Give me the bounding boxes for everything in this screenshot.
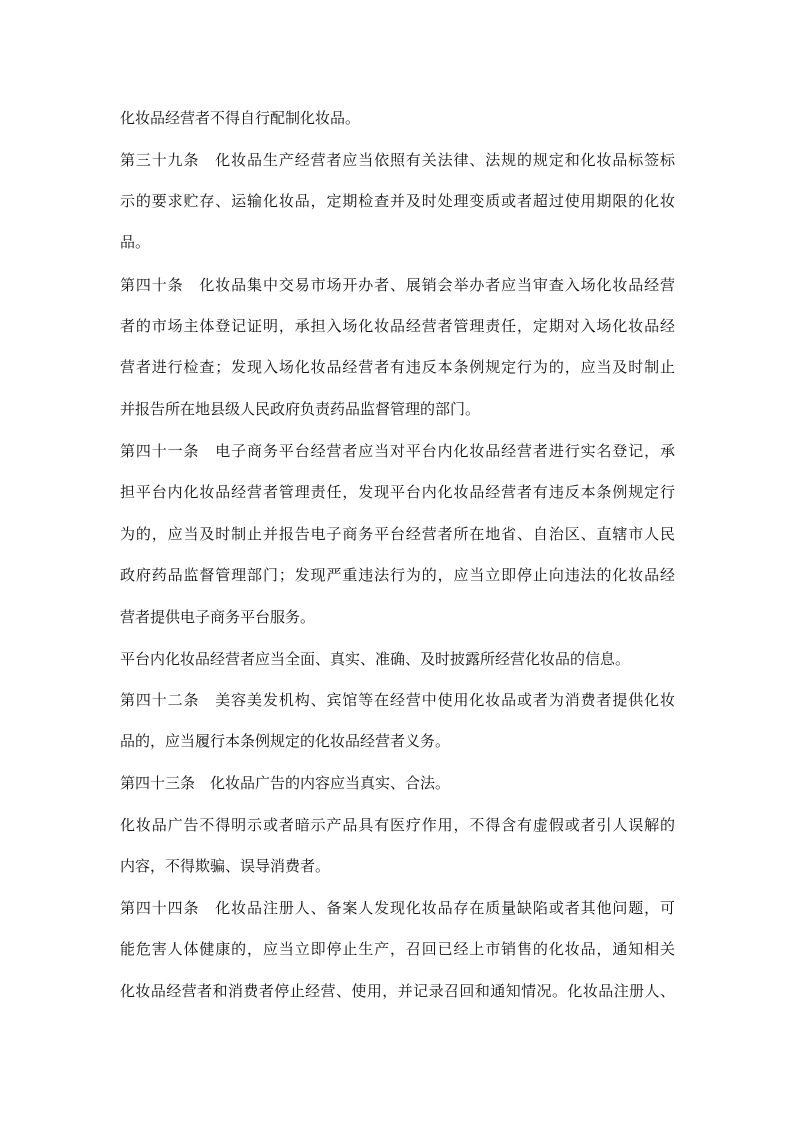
- text-line: 品。: [120, 233, 151, 251]
- text-line: 政府药品监督管理部门；发现严重违法行为的，应当立即停止向违法的化妆品经: [120, 566, 675, 584]
- text-line: 营者提供电子商务平台服务。: [120, 608, 316, 626]
- text-line: 第四十三条 化妆品广告的内容应当真实、合法。: [120, 774, 451, 792]
- text-line: 品的，应当履行本条例规定的化妆品经营者义务。: [120, 732, 451, 750]
- text-line: 担平台内化妆品经营者管理责任，发现平台内化妆品经营者有违反本条例规定行: [120, 483, 675, 501]
- text-line: 能危害人体健康的，应当立即停止生产，召回已经上市销售的化妆品，通知相关: [120, 940, 675, 958]
- text-line: 示的要求贮存、运输化妆品，定期检查并及时处理变质或者超过使用期限的化妆: [120, 192, 675, 210]
- text-line: 化妆品经营者不得自行配制化妆品。: [120, 109, 361, 127]
- text-line: 者的市场主体登记证明，承担入场化妆品经营者管理责任，定期对入场化妆品经: [120, 317, 675, 335]
- text-line: 平台内化妆品经营者应当全面、真实、准确、及时披露所经营化妆品的信息。: [120, 650, 631, 668]
- text-line: 化妆品广告不得明示或者暗示产品具有医疗作用，不得含有虚假或者引人误解的: [120, 816, 675, 834]
- text-line: 化妆品经营者和消费者停止经营、使用，并记录召回和通知情况。化妆品注册人、: [120, 982, 675, 1000]
- text-line: 第四十一条 电子商务平台经营者应当对平台内化妆品经营者进行实名登记，承: [120, 442, 675, 460]
- text-line: 第四十二条 美容美发机构、宾馆等在经营中使用化妆品或者为消费者提供化妆: [120, 691, 675, 709]
- text-line: 第四十四条 化妆品注册人、备案人发现化妆品存在质量缺陷或者其他问题，可: [120, 899, 675, 917]
- text-line: 内容，不得欺骗、误导消费者。: [120, 857, 331, 875]
- text-line: 第四十条 化妆品集中交易市场开办者、展销会举办者应当审查入场化妆品经营: [120, 276, 675, 294]
- text-line: 营者进行检查；发现入场化妆品经营者有违反本条例规定行为的，应当及时制止: [120, 358, 675, 376]
- text-line: 并报告所在地县级人民政府负责药品监督管理的部门。: [120, 400, 481, 418]
- text-line: 第三十九条 化妆品生产经营者应当依照有关法律、法规的规定和化妆品标签标: [120, 151, 675, 169]
- text-line: 为的，应当及时制止并报告电子商务平台经营者所在地省、自治区、直辖市人民: [120, 525, 675, 543]
